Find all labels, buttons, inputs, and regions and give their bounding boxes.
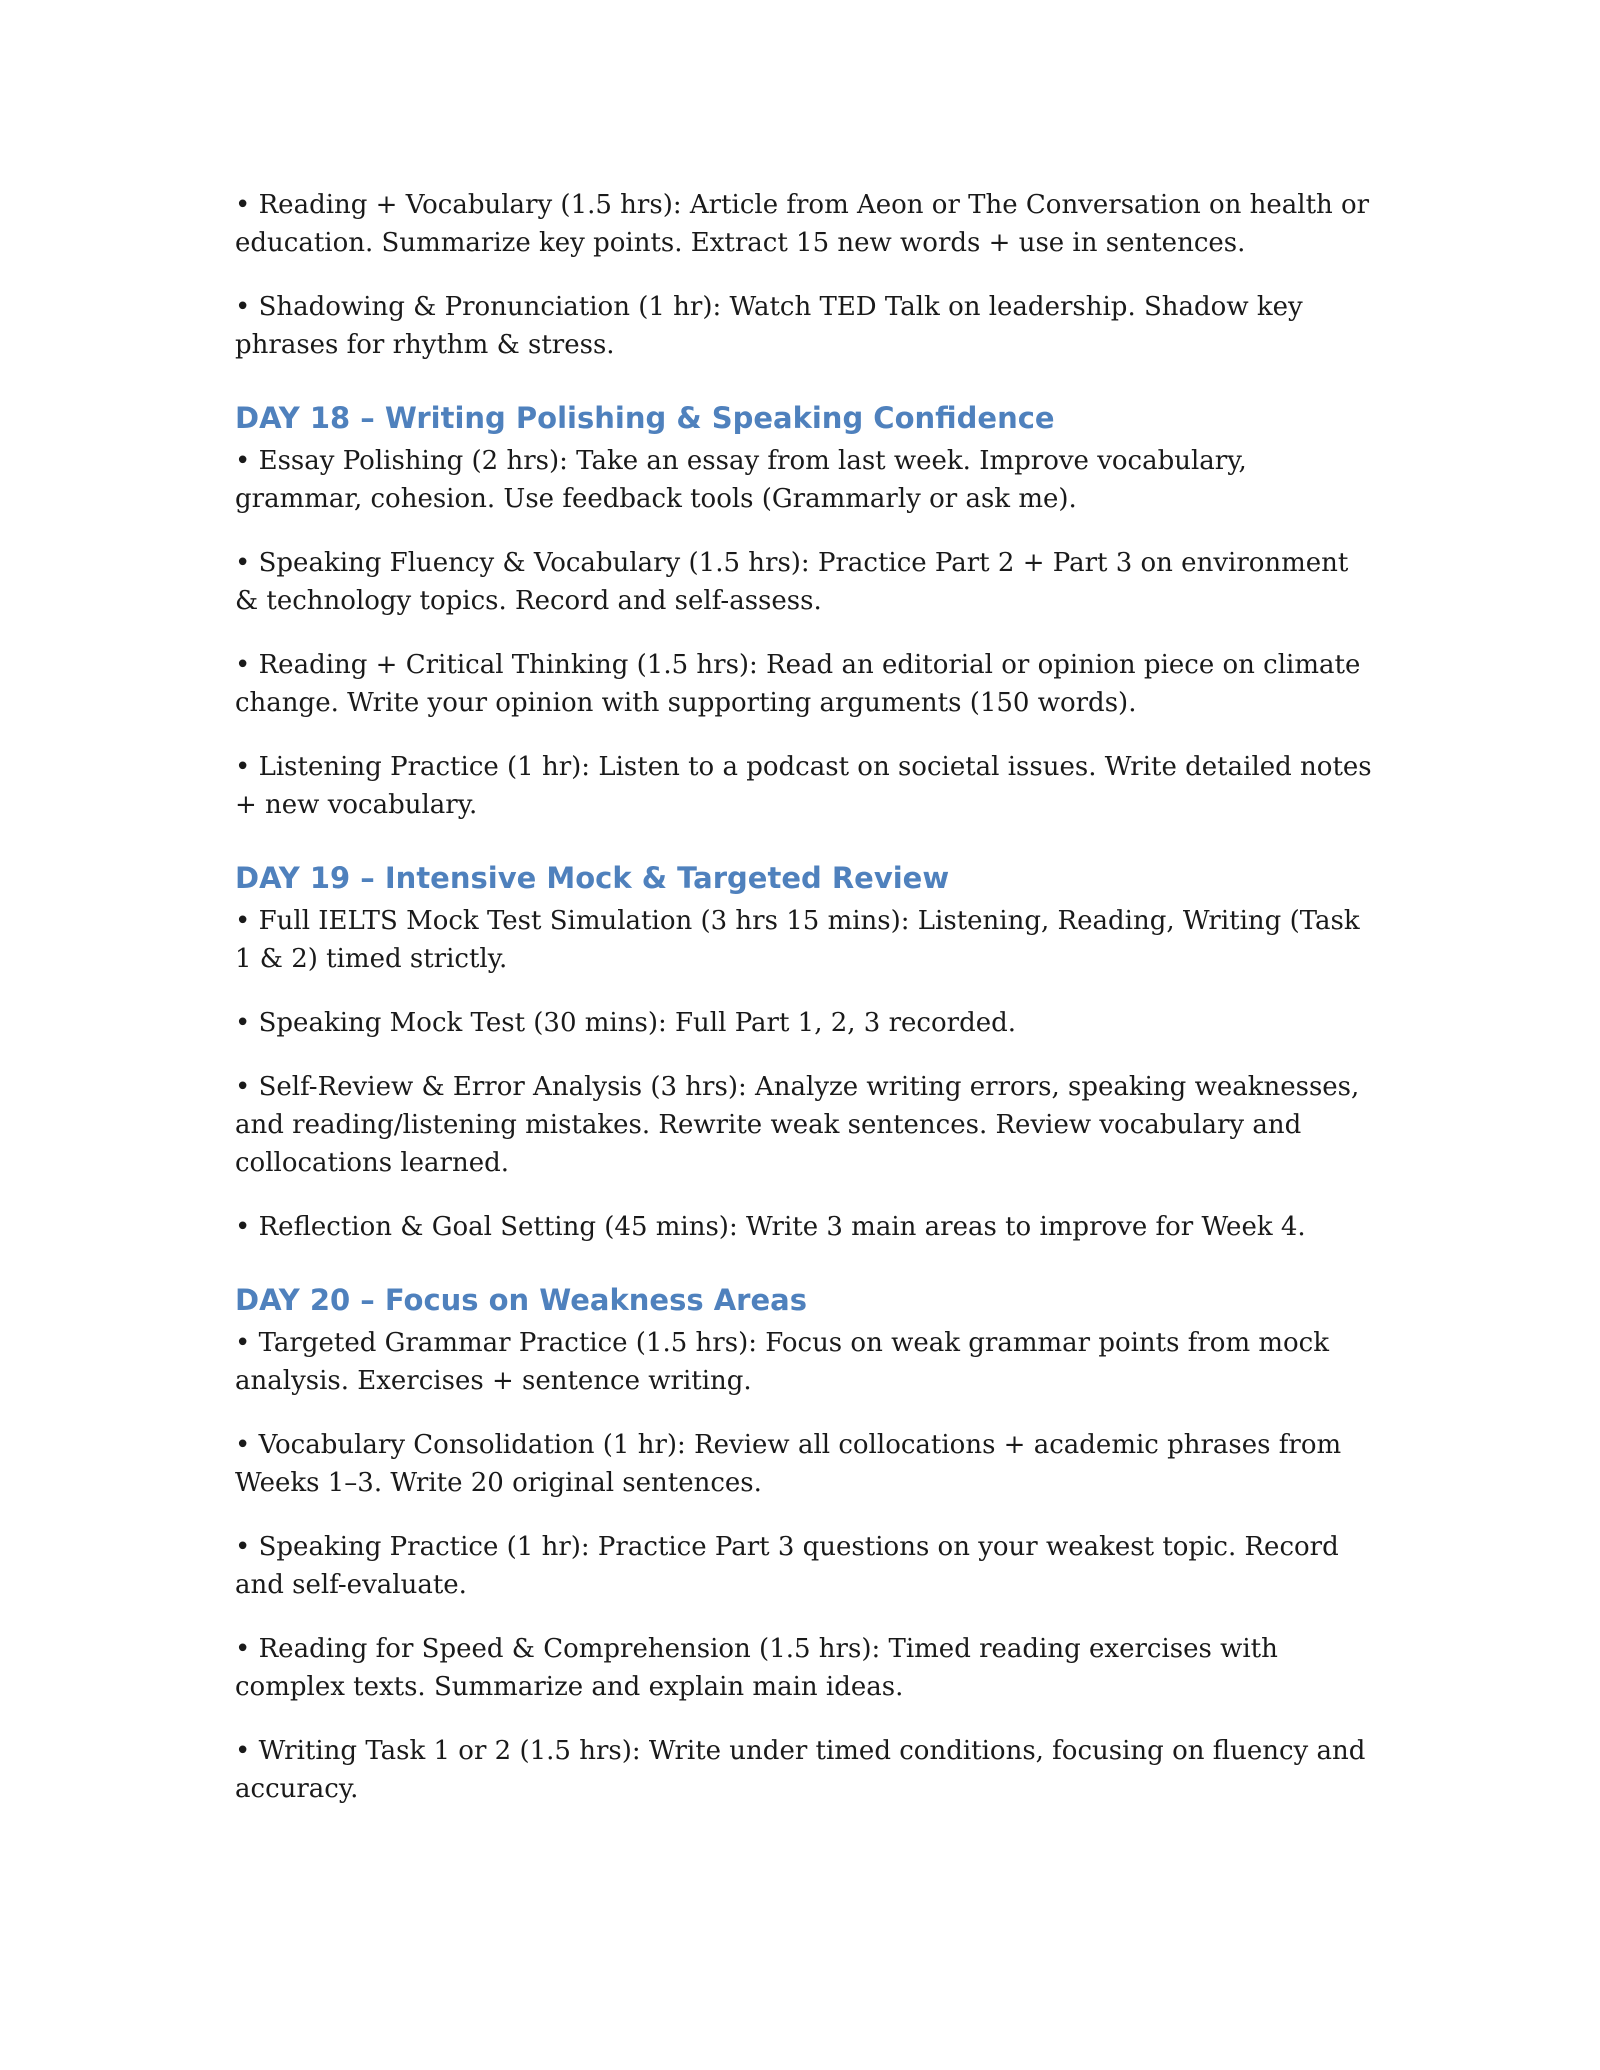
list-item: • Vocabulary Consolidation (1 hr): Review all collocations + academic phrases from Weeks 1–3. Write 20 original sentences.	[235, 1430, 1342, 1498]
list-item: • Reading for Speed & Comprehension (1.5 hrs): Timed reading exercises with complex texts. Summarize and explain main ideas.	[235, 1634, 1278, 1702]
list-item: • Reading + Critical Thinking (1.5 hrs): Read an editorial or opinion piece on climate change. Write your opinion with supporting arguments (150 words).	[235, 650, 1361, 718]
document-content	[235, 186, 1375, 1834]
section-day18	[235, 398, 1375, 824]
list-item: • Targeted Grammar Practice (1.5 hrs): Focus on weak grammar points from mock analysis. Exercises + sentence writing.	[235, 1328, 1329, 1396]
list-item: • Reading + Vocabulary (1.5 hrs): Article from Aeon or The Conversation on health or education. Summarize key points. Extract 15 new words + use in sentences.	[235, 190, 1370, 258]
section-heading: DAY 19 – Intensive Mock & Targeted Review	[235, 861, 950, 895]
section-heading: DAY 20 – Focus on Weakness Areas	[235, 1283, 807, 1317]
section-day19	[235, 858, 1375, 1246]
list-item: • Shadowing & Pronunciation (1 hr): Watch TED Talk on leadership. Shadow key phrases for rhythm & stress.	[235, 292, 1303, 360]
list-item: • Listening Practice (1 hr): Listen to a podcast on societal issues. Write detailed notes + new vocabulary.	[235, 752, 1372, 820]
list-item: • Self-Review & Error Analysis (3 hrs): Analyze writing errors, speaking weaknesses, and reading/listening mistakes. Rewrite weak sentences. Review vocabulary and collocations learned.	[235, 1072, 1360, 1178]
list-item: • Writing Task 1 or 2 (1.5 hrs): Write under timed conditions, focusing on fluency and accuracy.	[235, 1736, 1366, 1804]
list-item: • Speaking Mock Test (30 mins): Full Part 1, 2, 3 recorded.	[235, 1008, 1017, 1038]
list-item: • Speaking Fluency & Vocabulary (1.5 hrs): Practice Part 2 + Part 3 on environment & technology topics. Record and self-assess.	[235, 548, 1349, 616]
list-item: • Essay Polishing (2 hrs): Take an essay from last week. Improve vocabulary, grammar, cohesion. Use feedback tools (Grammarly or ask me).	[235, 446, 1247, 514]
list-item: • Full IELTS Mock Test Simulation (3 hrs 15 mins): Listening, Reading, Writing (Task 1 & 2) timed strictly.	[235, 906, 1360, 974]
list-item: • Reflection & Goal Setting (45 mins): Write 3 main areas to improve for Week 4.	[235, 1212, 1306, 1242]
section-day17-continued	[235, 186, 1375, 364]
section-heading: DAY 18 – Writing Polishing & Speaking Confidence	[235, 401, 1055, 435]
list-item: • Speaking Practice (1 hr): Practice Part 3 questions on your weakest topic. Record and self-evaluate.	[235, 1532, 1339, 1600]
section-day20	[235, 1280, 1375, 1808]
